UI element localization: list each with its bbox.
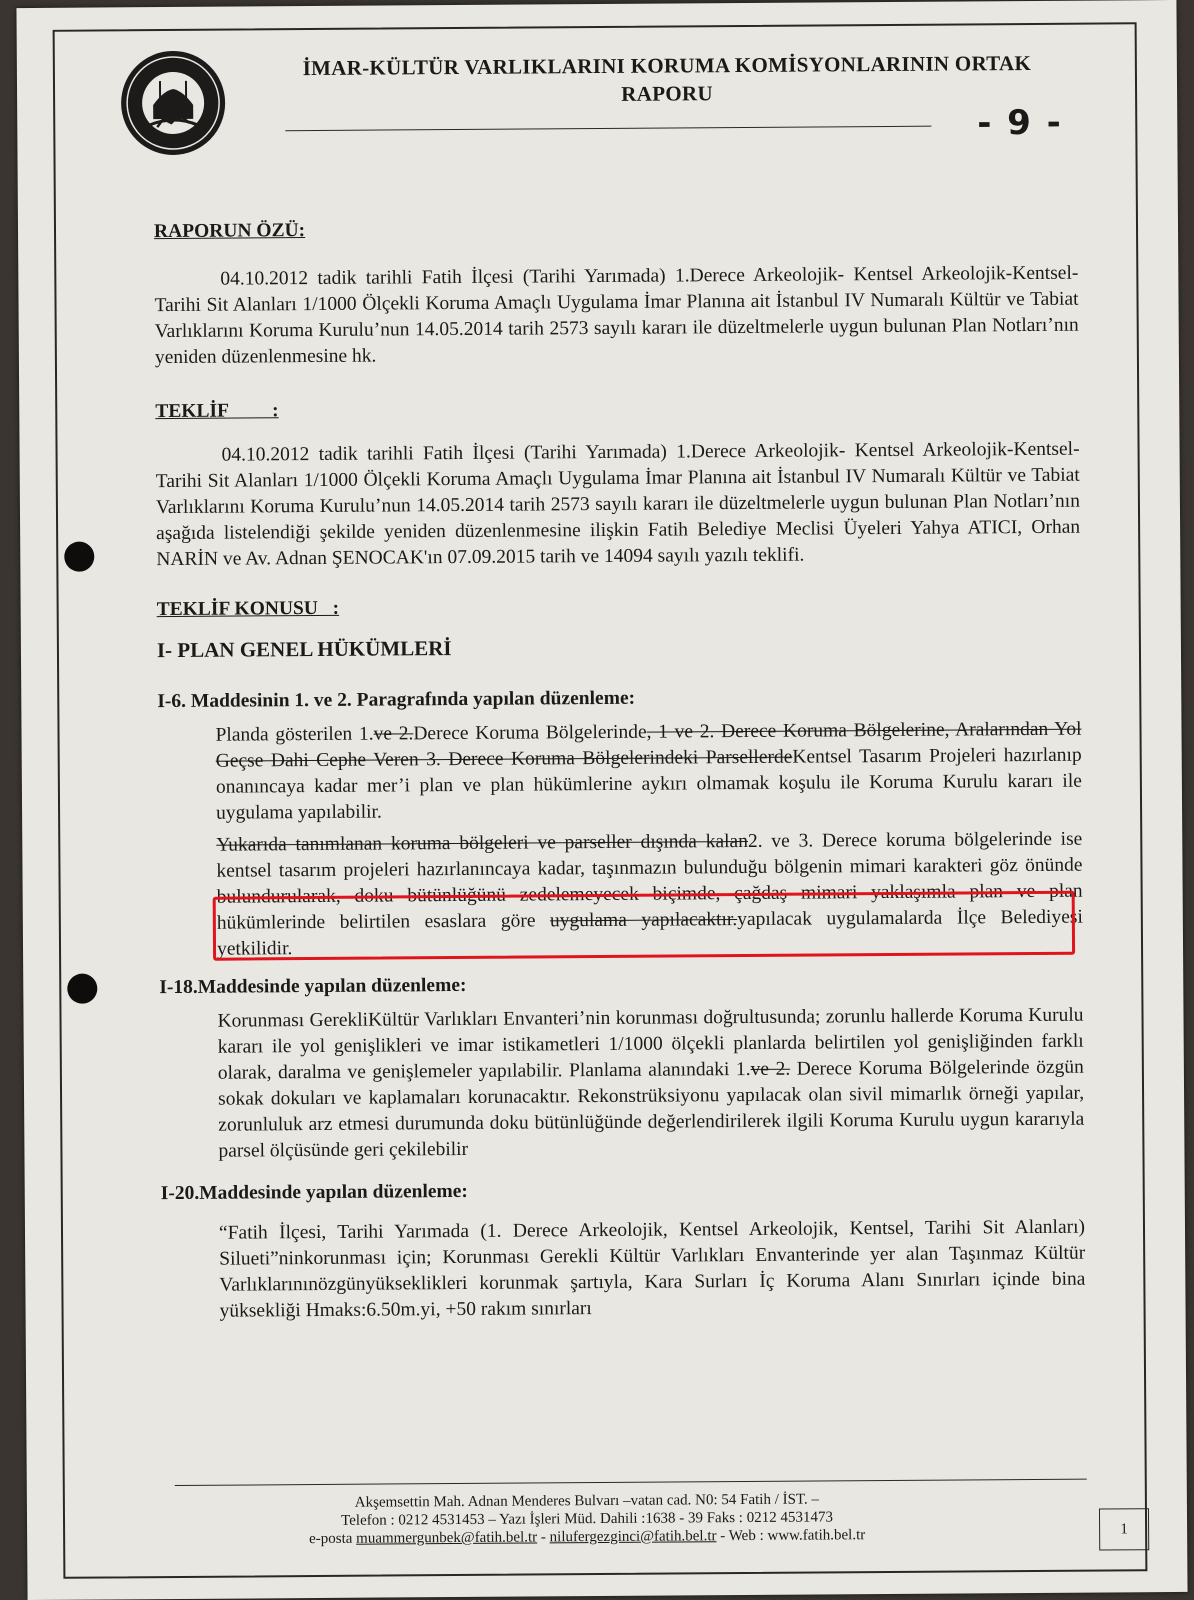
struck-text: Yukarıda tanımlanan koruma bölgeleri ve parseller dışında kalan (216, 830, 748, 856)
email-link-2[interactable]: nilufergezginci@fatih.bel.tr (549, 1528, 717, 1546)
punch-hole (67, 974, 97, 1004)
article18-body (159, 1003, 1084, 1165)
red-highlight-box (213, 891, 1075, 961)
email-label: e-posta (309, 1530, 357, 1548)
report-title-line1: İMAR-KÜLTÜR VARLIKLARINI KORUMA KOMİSYONLARININ ORTAK (302, 50, 1032, 81)
text-run: Kentsel Tasarım Projeleri hazırlanıp onanıncaya kadar mer’i plan ve plan hükümlerine aykırı olmamak koşulu ile Koruma Kurulu kararı ile uygulama yapılabilir. (215, 744, 1082, 824)
footer-address: Akşemsettin Mah. Adnan Menderes Bulvarı –vatan cad. N0: 54 Fatih / İST. – (354, 1491, 820, 1511)
text-run: yapılacak uygulamalarda İlçe Belediyesi yetkilidir. (216, 906, 1083, 960)
text-run: Korunması GerekliKültür Varlıkları Envanteri’nin korunması doğrultusunda; zorunlu hallerde Koruma Kurulu kararı ile yol genişlikleri ve imar istikametleri 1/1000 ölçekli planlarda belirtilen yol genişliğinden farklı olarak, daralma ve genişlemeler yapılabilir. Planlama alanındaki 1. (217, 1004, 1084, 1084)
punch-hole (64, 542, 94, 572)
article20-paragraph: “Fatih İlçesi, Tarihi Yarımada (1. Derece Arkeolojik, Kentsel Arkeolojik, Kentsel, Tarihi Sit Alanları) Silueti”ninkorunması için; Korunması Gerekli Kültür Varlıkları Envanterinde yer alan Taşınmaz Kültür Varlıklarınınözgünyükseklikleri korunmak şartıyla, Kara Surları İç Koruma Alanı Sınırları içinde bina yüksekliği Hmaks:6.50m.yi, +50 rakım sınırları (218, 1216, 1086, 1322)
municipality-logo (121, 51, 226, 156)
separator: - (537, 1529, 550, 1546)
subject-heading: TEKLİF KONUSU : (156, 597, 340, 621)
summary-heading: RAPORUN ÖZÜ: (153, 220, 306, 243)
article20-heading: I-20.Maddesinde yapılan düzenleme: (160, 1180, 468, 1205)
text-run: Derece Koruma Bölgelerinde özgün sokak dokuları ve kaplamaları korunacaktır. Rekonstrüksiyonu yapılacak olan sivil mimarlık örneği yapılar, zorunluluk arz etmesi durumunda doku bütünlüğünde değerlendirilerek ilgili Koruma Kurulu uygun kararıyla parsel ölçüsünde geri çekilebilir (218, 1056, 1085, 1162)
seal-emblem-icon (123, 53, 224, 154)
proposal-heading: TEKLİF : (155, 400, 279, 423)
report-title (227, 48, 1107, 110)
summary-text: 04.10.2012 tadik tarihli Fatih İlçesi (Tarihi Yarımada) 1.Derece Arkeolojik- Kentsel Arkeolojik-Kentsel-Tarihi Sit Alanları 1/1000 Ölçekli Koruma Amaçlı Uygulama İmar Planına ait İstanbul IV Numaralı Kültür ve Tabiat Varlıklarını Koruma Kurulu’nun 14.05.2014 tarih 2573 sayılı kararı ile düzeltmelerle uygun bulunan Plan Notları’nın yeniden düzenlenmesine hk. (154, 262, 1079, 369)
article18-heading: I-18.Maddesinde yapılan düzenleme: (159, 974, 467, 999)
section-title: I- PLAN GENEL HÜKÜMLERİ (156, 636, 452, 663)
text-run: Planda gösterilen 1. (215, 723, 374, 746)
article18-paragraph (217, 1003, 1084, 1165)
report-body (154, 213, 1086, 1325)
email-link-1[interactable]: muammergunbek@fatih.bel.tr (356, 1529, 538, 1547)
article6-heading: I-6. Maddesinin 1. ve 2. Paragrafında yapılan düzenleme: (157, 687, 636, 713)
struck-text: ve 2. (750, 1058, 791, 1080)
article20-body (161, 1215, 1086, 1325)
page-number-box: 1 (1099, 1508, 1149, 1550)
handwritten-page-number: - 9 - (977, 102, 1063, 144)
proposal-text: 04.10.2012 tadik tarihli Fatih İlçesi (Tarihi Yarımada) 1.Derece Arkeolojik- Kentsel Arkeolojik-Kentsel-Tarihi Sit Alanları 1/1000 Ölçekli Koruma Amaçlı Uygulama İmar Planına ait İstanbul IV Numaralı Kültür ve Tabiat Varlıklarını Koruma Kurulu’nun 14.05.2014 tarih 2573 sayılı kararı ile düzeltmelerle uygun bulunan Plan Notları’nın aşağıda listelendiği şekilde yeniden düzenlenmesine ilişkin Fatih Belediye Meclisi Üyeleri Yahya ATICI, Orhan NARİN ve Av. Adnan ŞENOCAK'ın 07.09.2015 tarih ve 14094 sayılı yazılı teklifi. (155, 438, 1081, 571)
text-run: 2. ve 3. Derece koruma bölgelerinde ise kentsel tasarım projeleri hazırlanıncaya kadar, taşınmazın bulunduğu bölgenin mimari karakteri göz önünde bulundurularak, doku bütünlüğünü zedelemeyecek biçimde, çağdaş mimari yaklaşımla plan ve plan hükümlerinde belirtilen esaslara göre (216, 828, 1083, 934)
footer (227, 1490, 947, 1549)
web-address: - Web : www.fatih.bel.tr (716, 1527, 866, 1545)
report-title-line2: RAPORU (621, 81, 713, 106)
article6-paragraph1 (215, 717, 1082, 827)
struck-text: uygulama yapılacaktır. (549, 909, 738, 932)
document-sheet (16, 0, 1187, 1600)
text-run: Derece Koruma Bölgelerinde (413, 721, 647, 745)
struck-text: ve 2. (373, 723, 414, 745)
footer-phone: Telefon : 0212 4531453 – Yazı İşleri Müd. Dahili :1638 - 39 Faks : 0212 4531473 (341, 1509, 833, 1529)
struck-text: , 1 ve 2. Derece Koruma Bölgelerine, Aralarından Yol Geçse Dahi Cephe Veren 3. Derece Koruma Bölgelerindeki Parsellerde (215, 718, 1082, 772)
